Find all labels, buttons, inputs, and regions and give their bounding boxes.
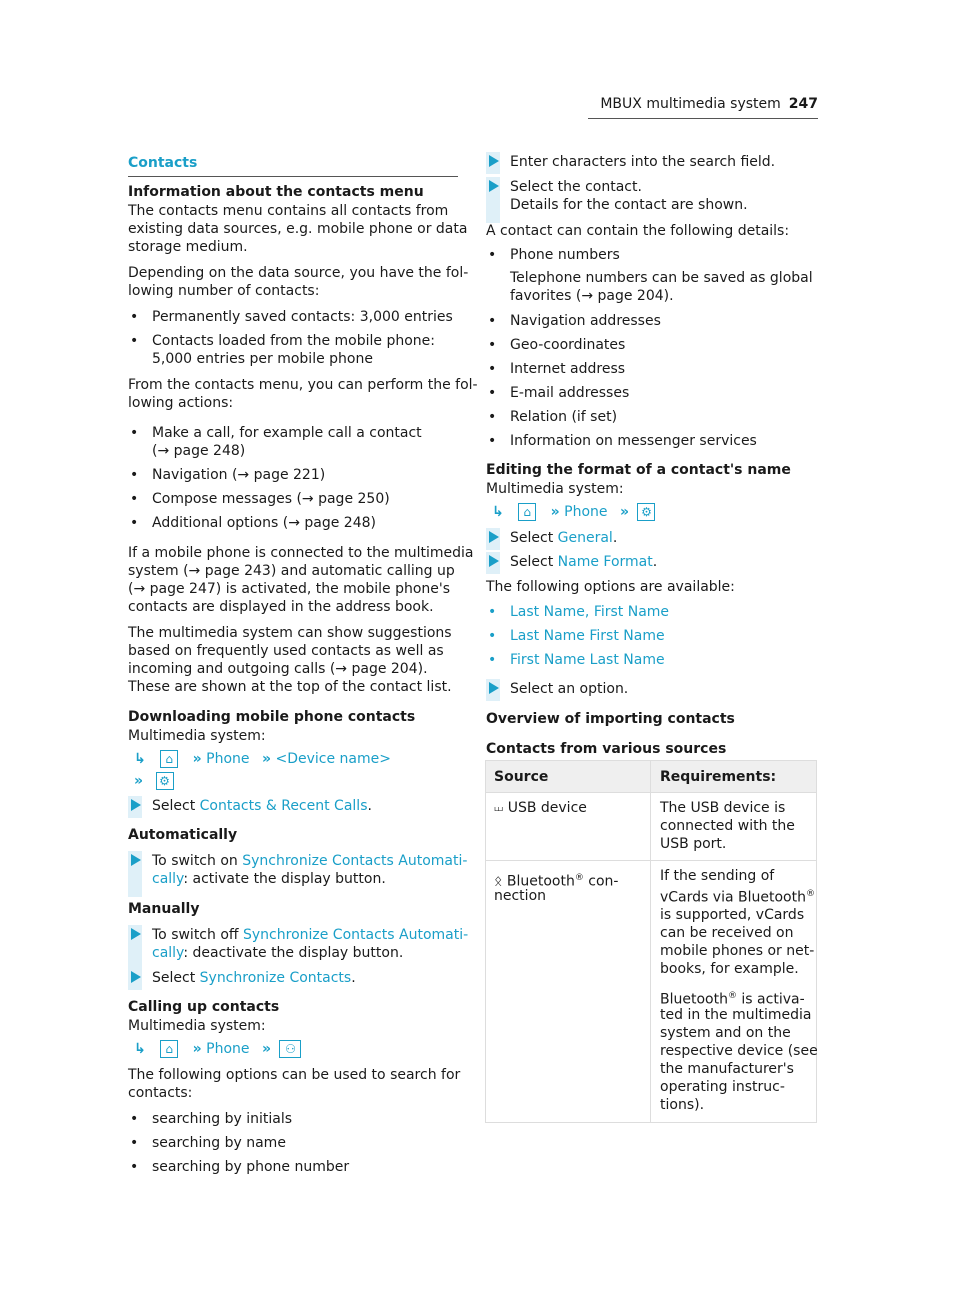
chevron-right-icon: » bbox=[134, 773, 144, 789]
table-cell: The USB device is bbox=[660, 800, 786, 816]
sync-auto-link[interactable]: cally bbox=[152, 871, 184, 887]
text: Details for the contact are shown. bbox=[510, 197, 748, 213]
bluetooth-icon: ᛟ bbox=[494, 873, 503, 890]
step-arrow-icon bbox=[486, 679, 500, 701]
heading-overview: Overview of importing contacts bbox=[486, 711, 735, 727]
table-cell: is supported, vCards bbox=[660, 907, 805, 923]
text: contacts: bbox=[128, 1085, 193, 1101]
chevron-right-icon: » bbox=[550, 504, 560, 520]
general-link[interactable]: General bbox=[557, 530, 613, 546]
page-ref[interactable]: (→ page 248) bbox=[152, 443, 246, 459]
step-sync: Select Synchronize Contacts. bbox=[152, 970, 356, 986]
step-text: Enter characters into the search field. bbox=[510, 154, 776, 170]
chevron-right-icon: » bbox=[619, 504, 630, 520]
table-cell: If the sending of bbox=[660, 868, 775, 884]
text: existing data sources, e.g. mobile phone or data bbox=[128, 221, 468, 237]
table-divider bbox=[650, 760, 651, 1122]
step-arrow-icon bbox=[128, 925, 142, 971]
table-cell: respective device (see bbox=[660, 1043, 818, 1059]
table-divider bbox=[486, 860, 816, 861]
text: If a mobile phone is connected to the multimedia bbox=[128, 545, 474, 561]
text: The contacts menu contains all contacts from bbox=[128, 203, 449, 219]
table-header-source: Source bbox=[494, 769, 549, 785]
text: storage medium. bbox=[128, 239, 248, 255]
sync-auto-link[interactable]: cally bbox=[152, 945, 184, 961]
text: 5,000 entries per mobile phone bbox=[152, 351, 373, 367]
nav-device-name[interactable]: <Device name> bbox=[275, 751, 391, 767]
contacts-icon[interactable]: ⚇ bbox=[279, 1040, 301, 1058]
step-auto-cont: cally: activate the display button. bbox=[152, 871, 386, 887]
heading-calling: Calling up contacts bbox=[128, 999, 280, 1015]
nav-path-calling bbox=[134, 1040, 301, 1058]
text: A contact can contain the following details: bbox=[486, 223, 790, 239]
chevron-right-icon: » bbox=[261, 751, 272, 767]
list-item[interactable]: • Compose messages (→ page 250) bbox=[152, 490, 390, 508]
table-cell: system and on the bbox=[660, 1025, 791, 1041]
nav-path-edit bbox=[492, 503, 655, 521]
section-title: Contacts bbox=[128, 155, 198, 171]
running-header bbox=[588, 96, 818, 112]
table-cell: vCards via Bluetooth® bbox=[660, 889, 815, 906]
name-format-link[interactable]: Name Format bbox=[557, 554, 653, 570]
home-icon[interactable]: ⌂ bbox=[518, 503, 536, 521]
table-row: ⏙ USB device bbox=[494, 800, 587, 816]
chevron-right-icon: » bbox=[192, 751, 202, 767]
step-arrow-icon bbox=[486, 528, 500, 550]
text: The multimedia system can show suggestions bbox=[128, 625, 452, 641]
text: Multimedia system: bbox=[128, 1018, 266, 1034]
text: contacts are displayed in the address book. bbox=[128, 599, 434, 615]
contacts-recent-calls-link[interactable]: Contacts & Recent Calls bbox=[199, 798, 368, 814]
text: lowing actions: bbox=[128, 395, 234, 411]
table-cell: Bluetooth® is activa- bbox=[660, 991, 805, 1008]
heading-download: Downloading mobile phone contacts bbox=[128, 709, 416, 725]
list-item[interactable]: • Navigation (→ page 221) bbox=[152, 466, 325, 484]
table-cell: the manufacturer's bbox=[660, 1061, 794, 1077]
nav-path bbox=[134, 750, 391, 768]
list-item[interactable]: • Additional options (→ page 248) bbox=[152, 514, 376, 532]
chevron-right-icon: » bbox=[261, 1041, 272, 1057]
table-cell: tions). bbox=[660, 1097, 705, 1113]
nav-phone[interactable]: Phone bbox=[564, 504, 608, 520]
page-ref[interactable]: favorites (→ page 204). bbox=[510, 288, 674, 304]
nav-phone[interactable]: Phone bbox=[206, 1041, 250, 1057]
step-arrow-icon bbox=[128, 851, 142, 897]
text: Depending on the data source, you have the fol- bbox=[128, 265, 469, 281]
step-name-format: Select Name Format. bbox=[510, 554, 658, 570]
text: Multimedia system: bbox=[486, 481, 624, 497]
step-arrow-icon bbox=[128, 796, 142, 818]
text: These are shown at the top of the contact list. bbox=[128, 679, 452, 695]
step-arrow-icon bbox=[486, 152, 500, 174]
step-text: Select an option. bbox=[510, 681, 629, 697]
nav-path-cont bbox=[134, 772, 174, 790]
table-cell: USB port. bbox=[660, 836, 727, 852]
list-item: • Permanently saved contacts: 3,000 entries bbox=[152, 308, 453, 326]
home-icon[interactable]: ⌂ bbox=[160, 1040, 178, 1058]
list-item: • Contacts loaded from the mobile phone: bbox=[152, 332, 435, 350]
header-title: MBUX multimedia system bbox=[600, 96, 781, 112]
list-item: • Information on messenger services bbox=[510, 432, 757, 450]
heading-auto: Automatically bbox=[128, 827, 238, 843]
heading-manual: Manually bbox=[128, 901, 200, 917]
list-item: • Phone numbers bbox=[510, 246, 620, 264]
step-select: Select Contacts & Recent Calls. bbox=[152, 798, 372, 814]
text: Telephone numbers can be saved as global bbox=[510, 270, 813, 286]
usb-icon: ⏙ bbox=[494, 800, 504, 816]
corner-arrow-icon: ↳ bbox=[134, 1041, 146, 1057]
table-cell: ted in the multimedia bbox=[660, 1007, 812, 1023]
step-arrow-icon bbox=[486, 552, 500, 574]
table-cell: can be received on bbox=[660, 925, 794, 941]
home-icon[interactable]: ⌂ bbox=[160, 750, 178, 768]
text: lowing number of contacts: bbox=[128, 283, 320, 299]
list-item: • searching by name bbox=[152, 1134, 286, 1152]
sync-auto-link[interactable]: Synchronize Contacts Automati- bbox=[243, 927, 469, 943]
heading-info: Information about the contacts menu bbox=[128, 184, 424, 200]
text: Multimedia system: bbox=[128, 728, 266, 744]
header-rule bbox=[588, 118, 818, 119]
table-row: ᛟ Bluetooth® con- bbox=[494, 873, 619, 890]
list-item: • Internet address bbox=[510, 360, 625, 378]
sync-auto-link[interactable]: Synchronize Contacts Automati- bbox=[242, 853, 468, 869]
text: From the contacts menu, you can perform the fol- bbox=[128, 377, 478, 393]
list-item: • Make a call, for example call a contact bbox=[152, 424, 422, 442]
step-arrow-icon bbox=[128, 968, 142, 990]
list-item: • searching by phone number bbox=[152, 1158, 349, 1176]
chevron-right-icon: » bbox=[192, 1041, 202, 1057]
table-cell: connected with the bbox=[660, 818, 795, 834]
text: (→ page 247) is activated, the mobile phone's bbox=[128, 581, 451, 597]
step-general: Select General. bbox=[510, 530, 618, 546]
table-cell: operating instruc- bbox=[660, 1079, 785, 1095]
text: The following options can be used to search for bbox=[128, 1067, 461, 1083]
table-header-requirements: Requirements: bbox=[660, 769, 777, 785]
step-manual: To switch off Synchronize Contacts Automati- bbox=[152, 927, 469, 943]
list-item: • Relation (if set) bbox=[510, 408, 617, 426]
section-rule bbox=[128, 176, 458, 177]
option-last-first[interactable]: • Last Name First Name bbox=[510, 627, 665, 645]
list-item: • searching by initials bbox=[152, 1110, 292, 1128]
corner-arrow-icon: ↳ bbox=[492, 504, 504, 520]
step-text: Select the contact. bbox=[510, 179, 642, 195]
table-cell: nection bbox=[494, 888, 547, 904]
table-divider bbox=[486, 792, 816, 793]
table-cell: books, for example. bbox=[660, 961, 799, 977]
corner-arrow-icon: ↳ bbox=[134, 751, 146, 767]
step-arrow-icon bbox=[486, 177, 500, 223]
table-cell: mobile phones or net- bbox=[660, 943, 815, 959]
sync-contacts-link[interactable]: Synchronize Contacts bbox=[199, 970, 352, 986]
heading-edit: Editing the format of a contact's name bbox=[486, 462, 791, 478]
text: The following options are available: bbox=[486, 579, 735, 595]
list-item: • Navigation addresses bbox=[510, 312, 661, 330]
step-manual-cont: cally: deactivate the display button. bbox=[152, 945, 404, 961]
list-item: • E-mail addresses bbox=[510, 384, 629, 402]
text: incoming and outgoing calls (→ page 204). bbox=[128, 661, 428, 677]
text: based on frequently used contacts as well as bbox=[128, 643, 444, 659]
option-first-last[interactable]: • First Name Last Name bbox=[510, 651, 665, 669]
heading-sources: Contacts from various sources bbox=[486, 741, 727, 757]
page-number: 247 bbox=[788, 96, 818, 112]
nav-phone[interactable]: Phone bbox=[206, 751, 250, 767]
list-item: • Geo-coordinates bbox=[510, 336, 625, 354]
gear-icon[interactable]: ⚙ bbox=[637, 503, 655, 521]
option-last-first-comma[interactable]: • Last Name, First Name bbox=[510, 603, 669, 621]
gear-icon[interactable]: ⚙ bbox=[156, 772, 174, 790]
text: system (→ page 243) and automatic calling up bbox=[128, 563, 455, 579]
step-auto: To switch on Synchronize Contacts Automati- bbox=[152, 853, 468, 869]
